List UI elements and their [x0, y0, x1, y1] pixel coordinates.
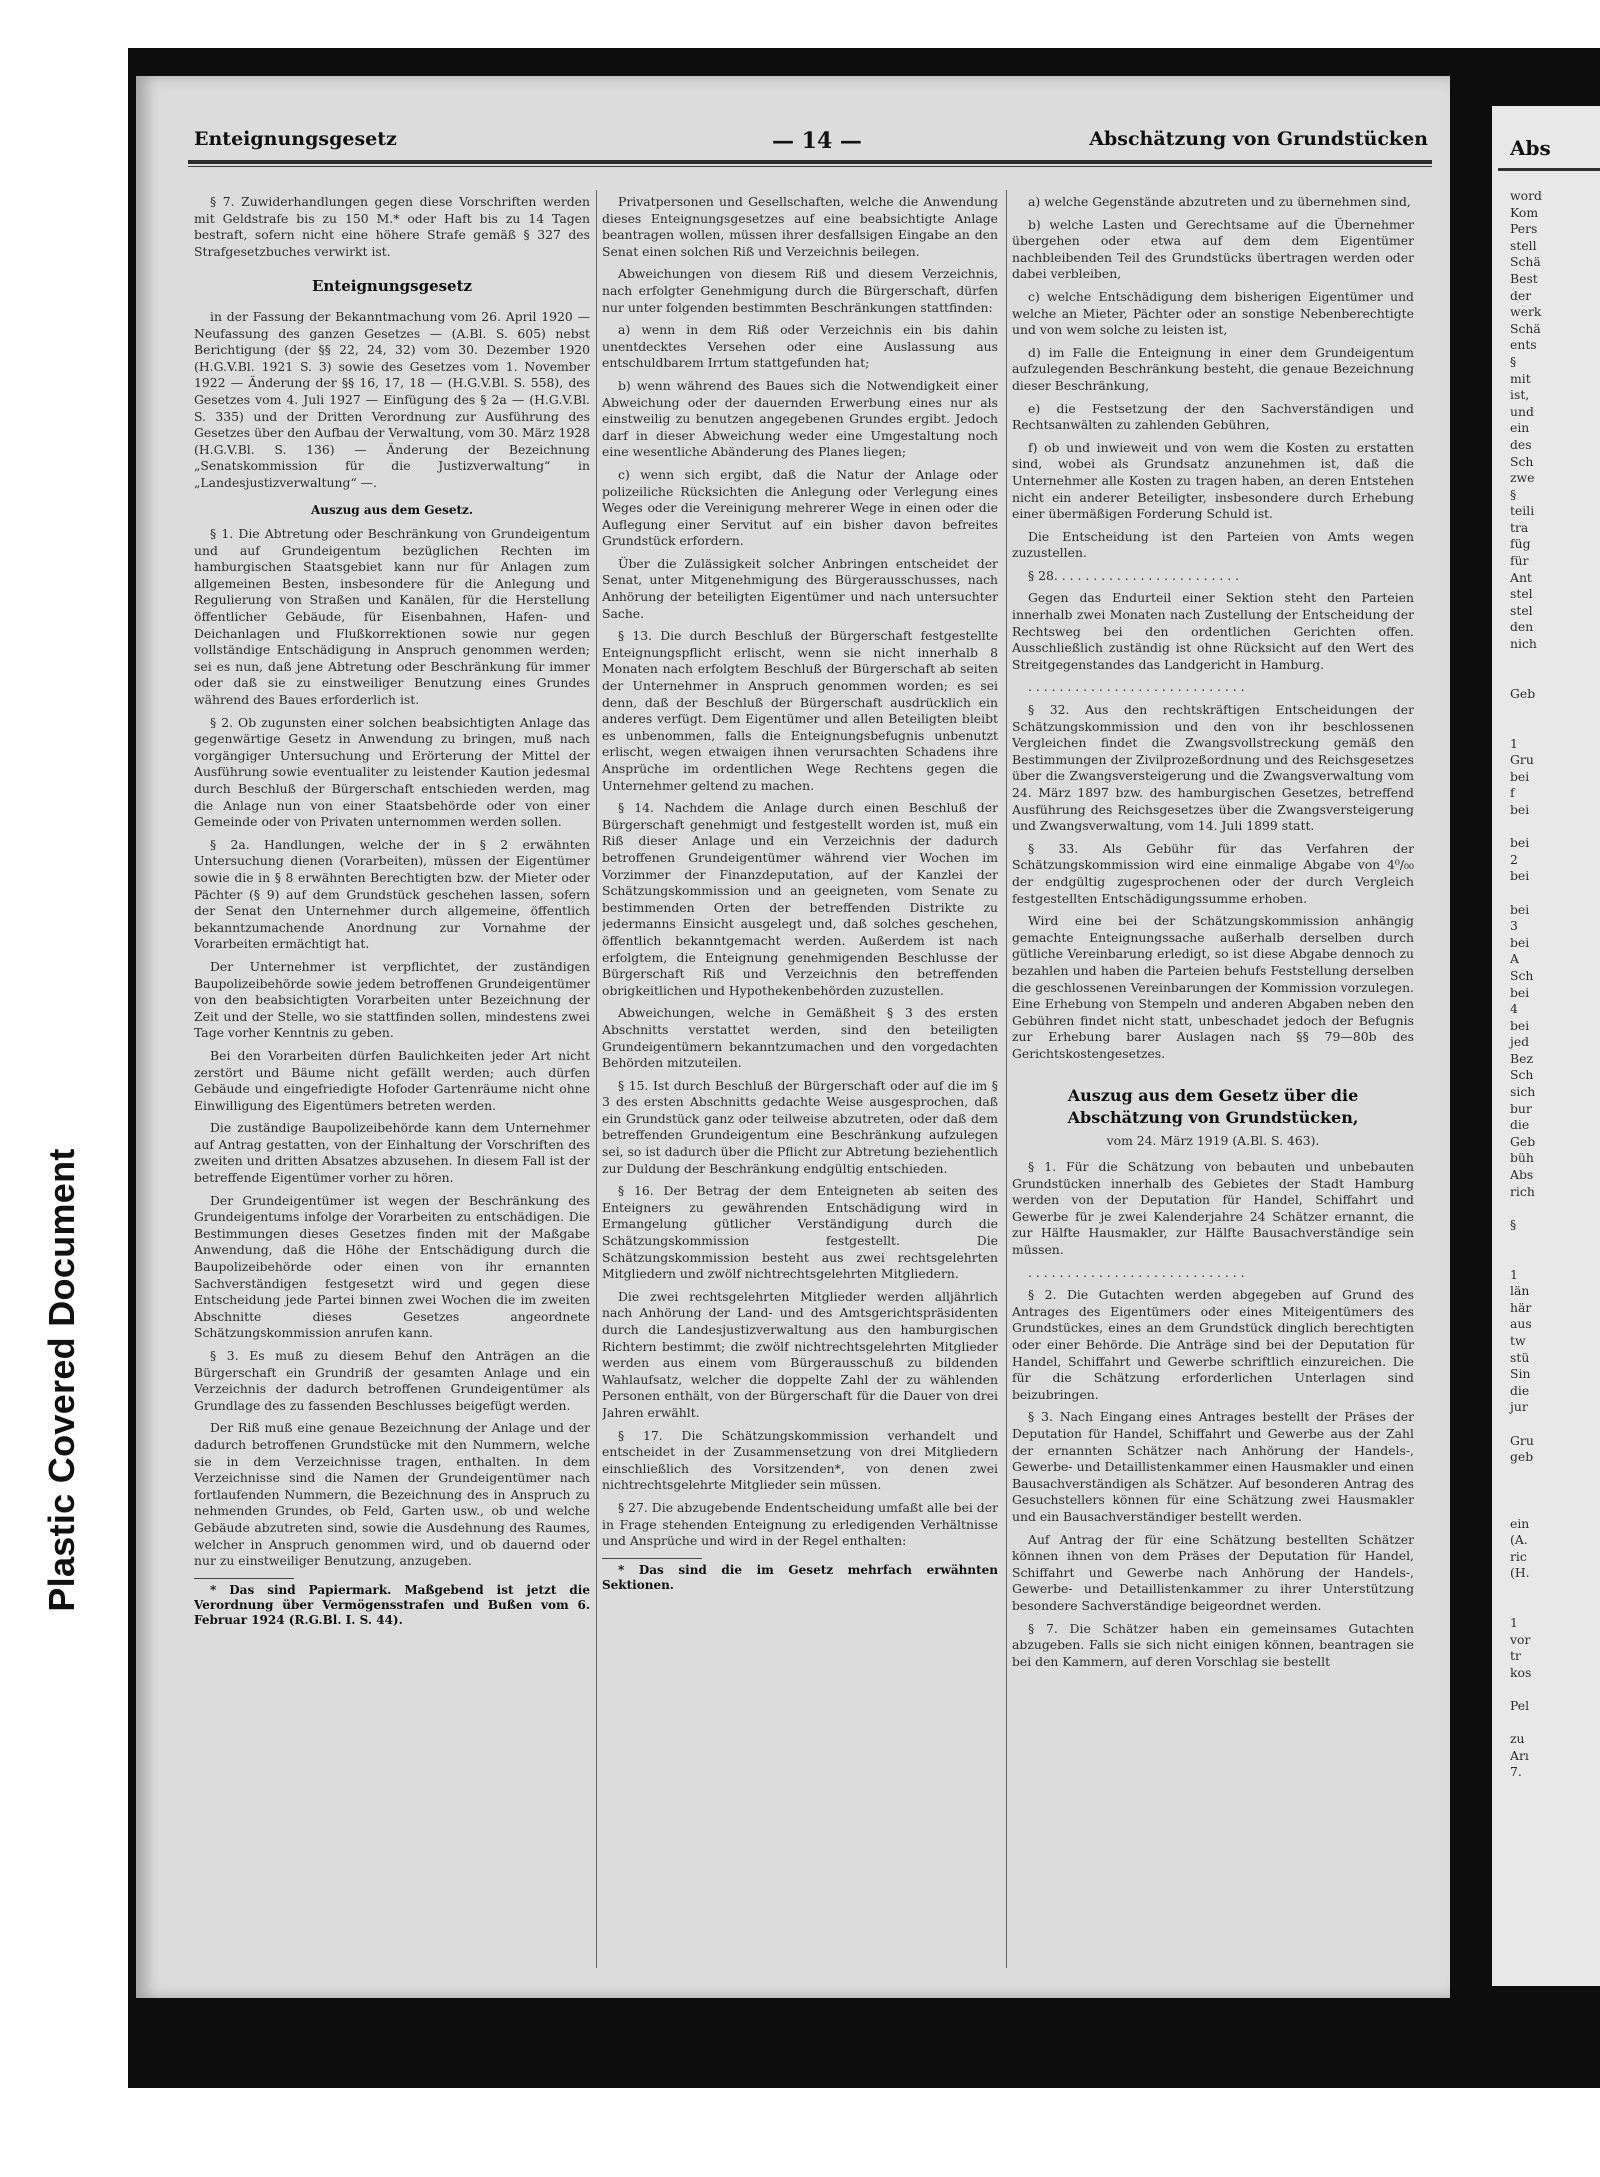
next-page-line	[1510, 885, 1542, 902]
next-page-line: län	[1510, 1283, 1530, 1299]
paragraph: Der Riß muß eine genaue Bezeichnung der Anlage und der dadurch betroffenen Grundstücke mit den Nummern, welche sie in dem Verzeichnisse tragen, enthalten. In dem Verzeichnisse sind die Namen der Grundeigentümer nach fortlaufenden Nummern, die Bezeichnung des in Anspruch zu nehmenden Grundes, ob Feld, Garten usw., ob und welche Gebäude abzutreten sind, sowie die Ausdehnung des Raumes, welcher in Anspruch genommen wird, und ob dauernd oder nur zu einstweiliger Benutzung, anzugeben.	[194, 1420, 590, 1569]
paragraph: § 13. Die durch Beschluß der Bürgerschaft festgestellte Enteignungspflicht erlischt, wenn sie nicht innerhalb 8 Monaten nach erfolgtem Beschluß der Bürgerschaft ab seiten der Unternehmer in Anspruch genommen worden; es sei denn, daß der Beschluß der Bürgerschaft ausdrücklich ein anderes verfügt. Dem Eigentümer und allen Beteiligten bleibt es unbenommen, falls die Enteignungsbefugnis unbenutzt erlischt, wegen etwaigen ihnen verursachten Schadens ihre Ansprüche im ordentlichen Wege Rechtens gegen die Unternehmer geltend zu machen.	[602, 628, 998, 793]
paragraph: § 7. Zuwiderhandlungen gegen diese Vorschriften werden mit Geldstrafe bis zu 150 M.* oder Haft bis zu 14 Tagen bestraft, sofern nicht eine höhere Strafe gemäß § 327 des Strafgesetzbuches verwirkt ist.	[194, 194, 590, 259]
paragraph: § 3. Nach Eingang eines Antrages bestellt der Präses der Deputation für Handel, Schiffahrt und Gewerbe aus der Zahl der ernannten Schätzer nach Anhörung der Handels-, Gewerbe- und Detaillistenkammer einen Hausmakler und einen Bausachverständigen als Schätzer. Auf besonderen Antrag des Gesuchstellers können für eine Schätzung zwei Hausmakler und ein Bausachverständiger bestellt werden.	[1012, 1409, 1414, 1524]
paragraph: § 2a. Handlungen, welche der in § 2 erwähnten Untersuchung dienen (Vorarbeiten), müssen der Eigentümer sowie die in § 8 erwähnten Berechtigten bzw. der Mieter oder Pächter (§ 9) auf dem Grundstück geschehen lassen, sofern der Senat den Unternehmer durch allgemeine, öffentlich bekanntzumachende Anordnung zur Vornahme der Vorarbeiten ermächtigt hat.	[194, 836, 590, 952]
paragraph: § 2. Die Gutachten werden abgegeben auf Grund des Antrages des Eigentümers oder eines Miteigentümers des Grundstückes, eines an dem Grundstück dinglich berechtigten oder einer Behörde. Die Anträge sind bei der Deputation für Handel, Schiffahrt und Gewerbe schriftlich einzureichen. Die für die Schätzung erforderlichen Unterlagen sind beizubringen.	[1012, 1287, 1414, 1402]
next-page-line: Best	[1510, 270, 1538, 286]
paragraph: . . . . . . . . . . . . . . . . . . . . . . . . . . . .	[1028, 679, 1245, 695]
next-page-line: (A.	[1510, 1532, 1528, 1548]
next-page-lines	[1510, 188, 1542, 1781]
next-page-line: Gru	[1510, 752, 1534, 768]
next-page-line	[1510, 1466, 1542, 1483]
next-page-line: 4	[1510, 1001, 1518, 1017]
paragraph: Privatpersonen und Gesellschaften, welche die Anwendung dieses Enteignungsgesetzes auf eine beabsichtigte Anlage beantragen wollen, müssen ihrer desfallsigen Eingabe an den Senat einen solchen Riß und Verzeichnis beilegen.	[602, 194, 998, 259]
next-page-line: jur	[1510, 1399, 1528, 1415]
next-page-line	[1510, 1416, 1542, 1433]
paragraph: § 3. Es muß zu diesem Behuf den Anträgen an die Bürgerschaft ein Grundriß der gesamten Anlage und ein Verzeichnis der dadurch betroffenen Grundeigentümer als Grundlage des zu fassenden Beschlusses beigefügt werden.	[194, 1348, 590, 1413]
section-title: Auszug aus dem Gesetz über die Abschätzung von Grundstücken,	[1067, 1085, 1359, 1127]
next-page-line: bei	[1510, 868, 1530, 884]
next-page-line: 3	[1510, 918, 1518, 934]
next-page-line	[1510, 719, 1542, 736]
next-page-line: geb	[1510, 1449, 1534, 1465]
next-page-line: nich	[1510, 636, 1537, 652]
section-title: Enteignungsgesetz	[311, 277, 473, 296]
next-page-line: Gru	[1510, 1432, 1534, 1448]
next-page-line: (H.	[1510, 1565, 1530, 1581]
paragraph: § 1. Für die Schätzung von bebauten und unbebauten Grundstücken innerhalb des Gebietes der Stadt Hamburg werden von der Deputation für Handel, Schiffahrt und Gewerbe für je zwei Kalenderjahre 24 Schätzer ernannt, die zur Hälfte Hausmakler, zur Hälfte Bausachverständige sein müssen.	[1012, 1159, 1414, 1258]
next-page-line: füg	[1510, 536, 1531, 552]
next-page-line: werk	[1510, 304, 1542, 320]
document-page	[136, 76, 1450, 1998]
next-page-line: §	[1510, 486, 1517, 502]
paragraph: a) welche Gegenstände abzutreten und zu übernehmen sind,	[1028, 194, 1411, 209]
paragraph: Die zuständige Baupolizeibehörde kann dem Unternehmer auf Antrag gestatten, von der Einhaltung der Vorschriften des zweiten und dritten Absatzes abzusehen. In diesem Fall ist der betreffende Eigentümer vorher zu hören.	[194, 1120, 590, 1186]
header-rule-thin	[188, 166, 1432, 167]
next-page-line	[1510, 1200, 1542, 1217]
next-page-line: stel	[1510, 586, 1533, 602]
next-page-line: die	[1510, 1382, 1530, 1398]
paragraph: § 32. Aus den rechtskräftigen Entscheidungen der Schätzungskommission und den von ihr beschlossenen Vergleichen findet die Zwangsvollstreckung gemäß den Bestimmungen der Zivilprozeßordnung und des Reichsgesetzes über die Zwangsversteigerung und die Zwangsverwaltung vom 24. März 1897 bzw. des hamburgischen Gesetzes, betreffend Ausführung des Reichsgesetzes über die Zwangsversteigerung und Zwangsverwaltung, vom 14. Juli 1899 statt.	[1012, 702, 1414, 834]
next-page-line: Ant	[1510, 569, 1532, 585]
footnote: * Das sind die im Gesetz mehrfach erwähnten Sektionen.	[602, 1562, 998, 1592]
next-page-line: bei	[1510, 901, 1530, 917]
next-page-line: tr	[1510, 1648, 1521, 1664]
next-page-line: bei	[1510, 768, 1530, 784]
next-page-line: stell	[1510, 237, 1537, 253]
next-page-line: stü	[1510, 1349, 1530, 1365]
next-page-fragment	[1492, 106, 1600, 1986]
next-page-line: 1	[1510, 1266, 1518, 1282]
paragraph: § 17. Die Schätzungskommission verhandelt und entscheidet in der Zusammensetzung von drei Mitgliedern einschließlich des Vorsitzenden*, von denen zwei nichtrechtsgelehrte Mitglieder sein müssen.	[602, 1427, 998, 1493]
footnote: * Das sind Papiermark. Maßgebend ist jetzt die Verordnung über Vermögensstrafen und Bußen vom 6. Februar 1924 (R.G.Bl. I. S. 44).	[194, 1582, 590, 1627]
next-page-line: Arı	[1510, 1747, 1529, 1763]
footnote-rule	[602, 1558, 702, 1559]
paragraph: Bei den Vorarbeiten dürfen Baulichkeiten jeder Art nicht zerstört und Bäume nicht gefällt werden; auch dürfen Gebäude und eingefriedigte Hofoder Gartenräume nicht ohne Einwilligung des Eigentümers betreten werden.	[194, 1047, 590, 1113]
paragraph: Der Unternehmer ist verpflichtet, der zuständigen Baupolizeibehörde sowie jedem betroffenen Grundeigentümer von den beabsichtigten Vorarbeiten unter Bezeichnung der Zeit und der Stelle, wo sie stattfinden sollen, mindestens zwei Tage vorher Kenntnis zu geben.	[194, 958, 590, 1041]
paragraph: § 7. Die Schätzer haben ein gemeinsames Gutachten abzugeben. Falls sie sich nicht einigen können, beantragen sie bei den Kammern, auf deren Vorschlag sie bestellt	[1012, 1620, 1414, 1669]
next-page-line: die	[1510, 1117, 1530, 1133]
intro-paragraph: in der Fassung der Bekanntmachung vom 26. April 1920 — Neufassung des ganzen Gesetzes — (A.Bl. S. 605) nebst Berichtigung (der §§ 22, 24, 32) vom 30. Dezember 1920 (H.G.V.Bl. 1921 S. 3) sowie des Gesetzes vom 1. November 1922 — Änderung der §§ 16, 17, 18 — (H.G.V.Bl. S. 558), des Gesetzes vom 4. Juli 1927 — Einfügung des § 2a — (H.G.V.Bl. S. 335) und der Dritten Verordnung zur Ausführung des Gesetzes über den Aufbau der Verwaltung, vom 30. März 1928 (H.G.V.Bl. S. 136) — Änderung der Bezeichnung „Senatskommission für die Justizverwaltung“ in „Landesjustizverwaltung“ —.	[194, 308, 590, 490]
next-page-line: bur	[1510, 1100, 1532, 1116]
paragraph: § 14. Nachdem die Anlage durch einen Beschluß der Bürgerschaft genehmigt und festgestellt worden ist, muß ein Riß dieser Anlage und ein Verzeichnis der dadurch betroffenen Grundeigentümer während vier Wochen im Vorzimmer der Finanzdeputation, auf der Kanzlei der Schätzungskommission und an geeigneten, vom Senate zu bestimmenden Orten der betreffenden Distrikte zu jedermanns Einsicht ausgelegt und, daß solches geschehen, öffentlich bekanntgemacht werden. Außerdem ist nach erfolgtem, die Enteignung genehmigenden Beschlusse der Bürgerschaft Riß und Verzeichnis den betreffenden obrigkeitlichen und Hypothekenbehörden zuzustellen.	[602, 800, 998, 998]
text-column-3	[1012, 194, 1414, 1984]
next-page-line: A	[1510, 951, 1519, 967]
paragraph: Gegen das Endurteil einer Sektion steht den Parteien innerhalb zwei Monaten nach Zustellung der Entscheidung der Rechtsweg bei den ordentlichen Gerichten offen. Ausschließlich zuständig ist ohne Rücksicht auf den Wert des Streitgegenstandes das Landgericht in Hamburg.	[1012, 590, 1414, 672]
paragraph: § 2. Ob zugunsten einer solchen beabsichtigten Anlage das gegenwärtige Gesetz in Anwendung zu bringen, muß nach vorgängiger Untersuchung und Erörterung der Mittel der Ausführung sowie eventualiter zu leistender Kaution jedesmal durch Beschluß der Bürgerschaft entschieden werden, mag die Anlage nun von einer Staatsbehörde oder von einer Gemeinde oder von Privaten unternommen werden sollen.	[194, 714, 590, 830]
paragraph: Der Grundeigentümer ist wegen der Beschränkung des Grundeigentums infolge der Vorarbeiten zu entschädigen. Die Bestimmungen dieses Gesetzes finden mit der Maßgabe Anwendung, daß die Höhe der Entschädigung durch die Baupolizeibehörde oder einen von ihr ernannten Sachverständigen festgesetzt wird und gegen diese Entscheidung jede Partei binnen zwei Wochen die im zweiten Abschnitte dieses Gesetzes angeordnete Schätzungskommission anrufen kann.	[194, 1192, 590, 1341]
next-page-line	[1510, 702, 1542, 719]
next-page-line: Bez	[1510, 1050, 1533, 1066]
next-page-line: ist,	[1510, 387, 1530, 403]
paragraph: Abweichungen von diesem Riß und diesem Verzeichnis, nach erfolgter Genehmigung durch die Bürgerschaft, dürfen nur unter folgenden bestimmten Beschränkungen stattfinden:	[602, 266, 998, 315]
next-page-line	[1510, 1233, 1542, 1250]
next-page-line	[1510, 1482, 1542, 1499]
next-page-line: bei	[1510, 1017, 1530, 1033]
page-gutter	[1444, 48, 1492, 2088]
paragraph: § 1. Die Abtretung oder Beschränkung von Grundeigentum und auf Grundeigentum bezüglichen Rechten im hamburgischen Staatsgebiet kann nur für Anlagen zum allgemeinen Besten, insbesondere für die Anlegung und Regulierung von Straßen und Kanälen, für die Herstellung öffentlicher Gebäude, für Eisenbahnen, Hafen- und Deichanlagen und Flußkorrektionen sowie nur gegen vollständige Entschädigung in Anspruch genommen werden; sei es nun, daß jene Abtretung oder Beschränkung für immer oder daß sie zu einstweiliger Benutzung eines Grundes während des Baues erforderlich ist.	[194, 526, 590, 708]
next-page-line: ric	[1510, 1548, 1527, 1564]
next-page-line	[1510, 1681, 1542, 1698]
next-page-line: f	[1510, 785, 1515, 801]
running-header-left: Enteignungsgesetz	[194, 128, 397, 150]
next-page-line: den	[1510, 619, 1534, 635]
next-page-header: Abs	[1510, 136, 1551, 160]
paragraph: § 28. . . . . . . . . . . . . . . . . . . . . . . .	[1028, 567, 1240, 583]
next-page-line: kos	[1510, 1664, 1532, 1680]
next-page-line: tw	[1510, 1332, 1526, 1348]
document-type-label: Plastic Covered Document	[41, 1148, 82, 1612]
next-page-line: der	[1510, 287, 1532, 303]
running-header-right: Abschätzung von Grundstücken	[1089, 128, 1428, 150]
next-page-line: für	[1510, 553, 1529, 569]
paragraph: Wird eine bei der Schätzungskommission anhängig gemachte Enteignungssache außerhalb derselben durch gütliche Vereinbarung erledigt, so ist diese Abgabe dennoch zu bezahlen und haben die Parteien behufs Feststellung derselben die geschlossenen Vereinbarungen der Kommission vorzulegen. Eine Erhebung von Stempeln und anderen Abgaben neben den Gebühren findet nicht statt, unbeschadet jedoch der Befugnis zur Erhebung barer Auslagen nach §§ 79—80b des Gerichtskostengesetzes.	[1012, 913, 1414, 1061]
next-page-line: ein	[1510, 420, 1530, 436]
paragraph: Über die Zulässigkeit solcher Anbringen entscheidet der Senat, unter Mitgenehmigung des Bürgerausschusses, nach Anhörung der beteiligten Eigentümer und nach untersuchter Sache.	[602, 555, 998, 621]
next-page-line: mit	[1510, 370, 1531, 386]
next-page-line: stel	[1510, 602, 1533, 618]
section-subtitle: Auszug aus dem Gesetz.	[310, 502, 474, 517]
next-page-line: Sch	[1510, 453, 1534, 469]
next-page-line: aus	[1510, 1316, 1532, 1332]
next-page-line: Pel	[1510, 1698, 1530, 1714]
next-page-line	[1510, 1715, 1542, 1732]
next-page-line	[1510, 1598, 1542, 1615]
next-page-line	[1510, 1250, 1542, 1267]
next-page-line: bei	[1510, 934, 1530, 950]
column-separator	[596, 190, 597, 1968]
paragraph: e) die Festsetzung der den Sachverständigen und Rechtsanwälten zu zahlenden Gebühren,	[1012, 400, 1414, 433]
next-page-line	[1510, 1582, 1542, 1599]
next-page-line	[1510, 653, 1542, 670]
next-page-line	[1510, 669, 1542, 686]
next-page-line: 1	[1510, 735, 1518, 751]
page-number: — 14 —	[772, 128, 862, 154]
sidebar-strip	[0, 0, 128, 2177]
next-page-line: teili	[1510, 503, 1535, 519]
paragraph: . . . . . . . . . . . . . . . . . . . . . . . . . . . .	[1028, 1264, 1245, 1280]
section-subtitle: vom 24. März 1919 (A.Bl. S. 463).	[1106, 1132, 1320, 1148]
paragraph: § 33. Als Gebühr für das Verfahren der Schätzungskommission wird eine einmalige Abgabe von 4⁰/₀₀ der endgültig zugesprochenen oder der durch Vergleich festgestellten Entschädigungssumme erhoben.	[1012, 840, 1414, 906]
footnote-rule	[194, 1578, 294, 1579]
next-page-line: §	[1510, 1216, 1517, 1232]
text-column-1	[194, 194, 590, 1984]
next-page-line: Sch	[1510, 1067, 1534, 1083]
next-page-line: Geb	[1510, 685, 1536, 701]
next-page-line: Schä	[1510, 320, 1541, 336]
next-page-line: Abs	[1510, 1167, 1534, 1183]
column-separator	[1006, 190, 1007, 1968]
next-page-line: word	[1510, 188, 1542, 203]
next-page-line: Kom	[1510, 204, 1539, 220]
next-page-line: büh	[1510, 1150, 1534, 1166]
paragraph: c) welche Entschädigung dem bisherigen Eigentümer und welche an Mieter, Pächter oder an sonstige Nebenberechtigte und von wem solche zu leisten ist,	[1012, 288, 1414, 338]
next-page-line: und	[1510, 403, 1534, 419]
next-page-line: tra	[1510, 519, 1529, 535]
next-page-line: vor	[1510, 1631, 1531, 1647]
next-page-line: ents	[1510, 337, 1537, 353]
paragraph: b) wenn während des Baues sich die Notwendigkeit einer Abweichung oder der dauernden Erwerbung eines nur als einstweilig zu benutzen angegebenen Grundes ergibt. Jedoch darf in dieser Abweichung weder eine Umgestaltung noch eine wesentliche Abänderung des Planes liegen;	[602, 377, 998, 460]
paragraph: b) welche Lasten und Gerechtsame auf die Übernehmer übergehen oder etwa auf dem dem Eigentümer nachbleibenden Teil des Grundstücks übertragen werden oder dabei verbleiben,	[1012, 216, 1414, 282]
next-page-line: här	[1510, 1299, 1532, 1315]
next-page-line: bei	[1510, 835, 1530, 851]
next-page-line: ein	[1510, 1515, 1530, 1531]
next-page-line: zwe	[1510, 470, 1535, 486]
next-page-line: des	[1510, 436, 1532, 452]
next-page-line: rich	[1510, 1183, 1535, 1199]
next-page-line: sich	[1510, 1084, 1536, 1100]
next-page-rule	[1498, 168, 1600, 171]
next-page-line: Schä	[1510, 254, 1541, 270]
paragraph: c) wenn sich ergibt, daß die Natur der Anlage oder polizeiliche Rücksichten die Anlegung oder Verlegung eines Weges oder die Vereinigung mehrerer Wege in einen oder die Auflegung einer Servitut auf ein bisher davon befreites Grundstück erfordern.	[602, 466, 998, 549]
next-page-line: bei	[1510, 984, 1530, 1000]
paragraph: Auf Antrag der für eine Schätzung bestellten Schätzer können ihnen von dem Präses der Deputation für Handel, Schiffahrt und Gewerbe nach Anhörung der Handels-, Gewerbe- und Detaillistenkammer zu ihrer Unterstützung besondere Sachverständige beigeordnet werden.	[1012, 1531, 1414, 1613]
next-page-line: jed	[1510, 1034, 1530, 1050]
paragraph: Abweichungen, welche in Gemäßheit § 3 des ersten Abschnitts verstattet werden, sind den beteiligten Grundeigentümern bekanntzumachen und den vorgedachten Behörden mitzuteilen.	[602, 1005, 998, 1071]
next-page-line: Pers	[1510, 221, 1538, 237]
paragraph: Die zwei rechtsgelehrten Mitglieder werden alljährlich nach Anhörung der Land- und des Amtsgerichtspräsidenten durch die Landesjustizverwaltung aus den hamburgischen Richtern bestimmt; die zwölf nichtrechtsgelehrten Mitglieder werden aus einem vom Bürgerausschuß zu bildenden Wahlaufsatz, welcher die doppelte Zahl der zu wählenden Personen enthält, von der Bürgerschaft für die Dauer von drei Jahren erwählt.	[602, 1288, 998, 1420]
next-page-line: §	[1510, 353, 1517, 369]
next-page-line: 7.	[1510, 1764, 1522, 1780]
next-page-line	[1510, 819, 1542, 836]
text-column-2	[602, 194, 998, 1984]
paragraph: § 16. Der Betrag der dem Enteigneten ab seiten des Enteigners zu gewährenden Entschädigung wird in Ermangelung gütlicher Verständigung durch die Schätzungskommission festgestellt. Die Schätzungskommission besteht aus zwei rechtsgelehrten Mitgliedern und zwölf nichtrechtsgelehrten Mitgliedern.	[602, 1183, 998, 1282]
paragraph: d) im Falle die Enteignung in einer dem Grundeigentum aufzulegenden Beschränkung besteht, die genaue Bezeichnung dieser Beschränkung,	[1012, 344, 1414, 393]
next-page-line: zu	[1510, 1731, 1525, 1747]
paragraph: a) wenn in dem Riß oder Verzeichnis ein bis dahin unentdecktes Versehen oder eine Auslassung aus entschuldbarem Irrtum stattgefunden hat;	[602, 322, 998, 371]
header-rule	[188, 160, 1432, 164]
next-page-line: 2	[1510, 851, 1518, 867]
next-page-line: Geb	[1510, 1133, 1536, 1149]
next-page-line: bei	[1510, 801, 1530, 817]
paragraph: § 15. Ist durch Beschluß der Bürgerschaft oder auf die im § 3 des ersten Abschnitts gedachte Weise ausgesprochen, daß ein Grundstück ganz oder teilweise abzutreten, oder daß dem betreffenden Grundeigentum eine Beschränkung aufzulegen sei, so ist dadurch über die Pflicht zur Abtretung beziehentlich zur Duldung der Beschränkung endgültig entschieden.	[602, 1077, 998, 1176]
paragraph: § 27. Die abzugebende Endentscheidung umfaßt alle bei der in Frage stehenden Enteignung zu erledigenden Verhältnisse und Ansprüche und wird in der Regel enthalten:	[602, 1499, 998, 1549]
next-page-line: Sin	[1510, 1366, 1531, 1382]
next-page-line	[1510, 1499, 1542, 1516]
next-page-line: Sch	[1510, 967, 1534, 983]
paragraph: f) ob und inwieweit und von wem die Kosten zu erstatten sind, wobei als Grundsatz anzunehmen ist, daß die Unternehmer alle Kosten zu tragen haben, an deren Entstehen nicht ein anderer Beteiligter, insbesondere durch Erhebung einer übermäßigen Forderung Schuld ist.	[1012, 439, 1414, 522]
paragraph: Die Entscheidung ist den Parteien von Amts wegen zuzustellen.	[1012, 528, 1414, 561]
next-page-line: 1	[1510, 1615, 1518, 1631]
